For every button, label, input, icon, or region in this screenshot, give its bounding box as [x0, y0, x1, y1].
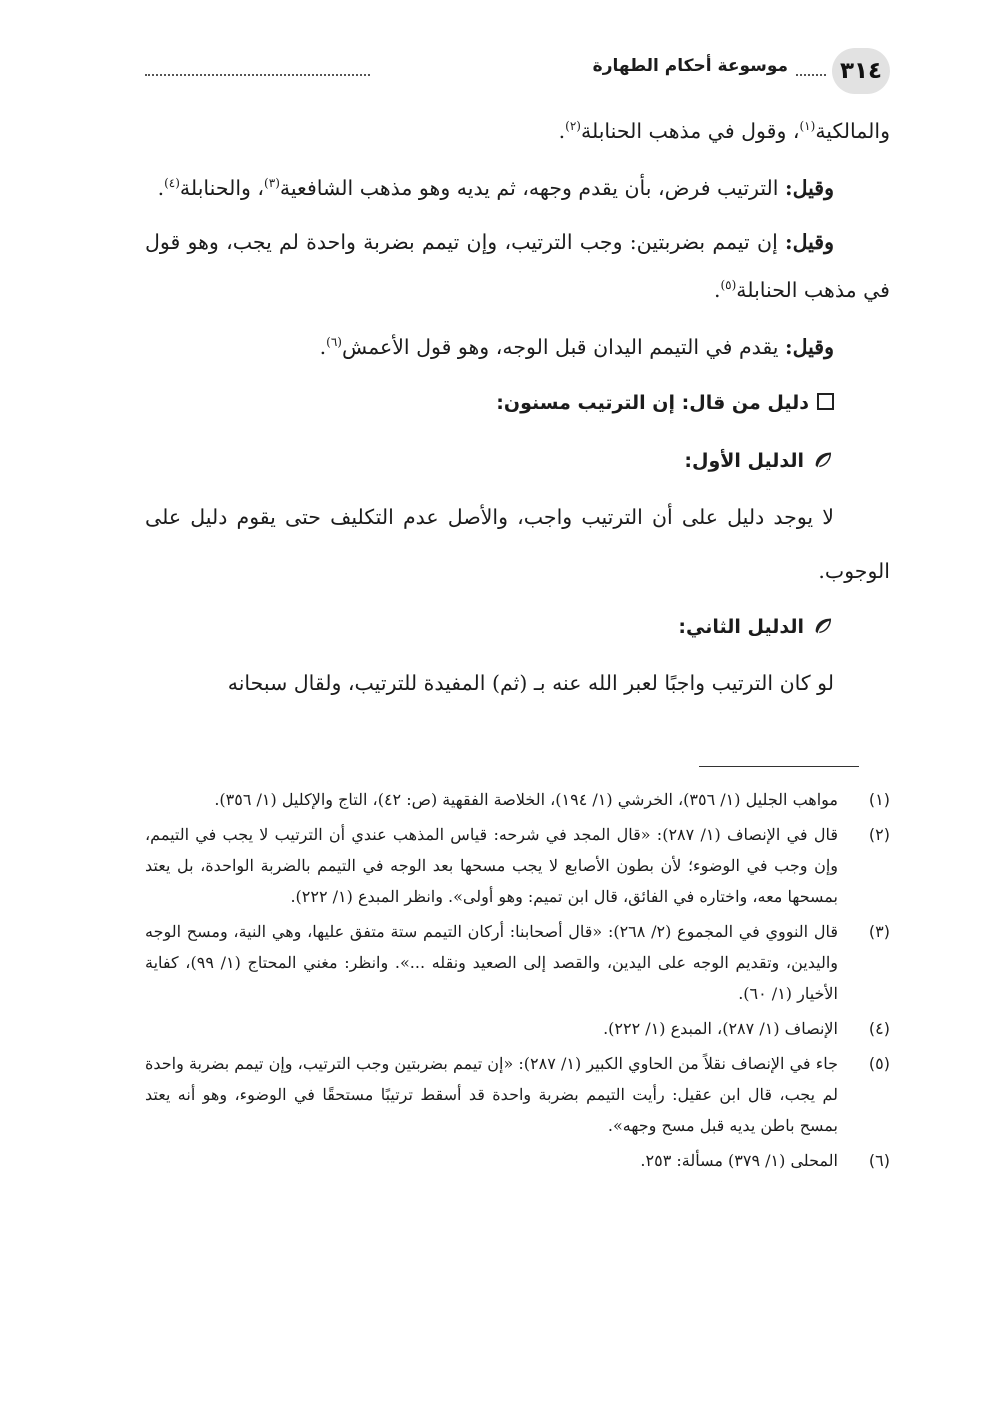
keyword-qil: وقيل:	[785, 230, 834, 254]
section-heading: دليل من قال: إن الترتيب مسنون:	[145, 374, 890, 432]
leaf-ornament-icon	[812, 449, 834, 471]
footnote-text: قال النووي في المجموع (٢/ ٢٦٨): «قال أصحابنا: أركان التيمم ستة متفق عليها، وهي النية، ومسح الوجه واليدين، وتقديم الوجه على اليدين، والقصد إلى الصعيد ونقله ...». وانظر: مغني المحتاج (١/ ٩٩)، كفاية الأخيار (١/ ٦٠).	[145, 922, 839, 1003]
footnote-number: (٦)	[868, 1151, 890, 1170]
footnotes	[145, 784, 890, 1180]
footnote-item	[145, 1013, 890, 1044]
paragraph-4: وقيل: يقدم في التيمم اليدان قبل الوجه، وهو قول الأعمش$^{(٦)}$.	[319, 335, 834, 359]
subheading-second-evidence: الدليل الثاني:	[145, 598, 890, 656]
footnote-number: (٤)	[868, 1019, 890, 1038]
footnote-number: (٣)	[868, 922, 890, 941]
footnote-number: (٥)	[868, 1054, 890, 1073]
paragraph-2: وقيل: الترتيب فرض، بأن يقدم وجهه، ثم يديه وهو مذهب الشافعية$^{(٣)}$، والحنابلة$^{(٤)}$.	[157, 176, 834, 200]
footnote-text: قال في الإنصاف (١/ ٢٨٧): «قال المجد في شرحه: قياس المذهب عندي أن الترتيب لا يجب في التيمم، وإن وجب في الوضوء؛ لأن بطون الأصابع لا يجب مسحها بعد الوجه في التيمم بالضربة الواحدة، بل يعتد بمسحها معه، واختاره في الفائق، قال ابن تميم: وهو أولى». وانظر المبدع (١/ ٢٢٢).	[145, 825, 838, 906]
footnote-number: (٢)	[868, 825, 890, 844]
header-dotted-rule-right	[796, 74, 826, 76]
footnote-text: جاء في الإنصاف نقلاً من الحاوي الكبير (١/ ٢٨٧): «إن تيمم بضربتين وجب الترتيب، وإن تيمم بضربة واحدة لم يجب، قال ابن عقيل: رأيت التيمم بضربة واحدة قد أسقط ترتيبًا مستحقًا في الوضوء، وهو أنه يعتد بمسح باطن يديه قبل مسح وجهه».	[145, 1054, 838, 1135]
footnote-item	[145, 916, 890, 1009]
paragraph-3: وقيل: إن تيمم بضربتين: وجب الترتيب، وإن تيمم بضربة واحدة لم يجب، وهو قول في مذهب الحنابلة$^{(٥)}$.	[145, 230, 890, 302]
checkbox-square-icon	[817, 393, 834, 410]
footnote-item	[145, 784, 890, 815]
footnote-number: (١)	[868, 790, 890, 809]
header-dotted-rule-left	[145, 74, 370, 76]
page-number: ٣١٤	[832, 48, 890, 94]
keyword-qil: وقيل:	[785, 335, 834, 359]
leaf-ornament-icon	[812, 615, 834, 637]
footnote-text: مواهب الجليل (١/ ٣٥٦)، الخرشي (١/ ١٩٤)، الخلاصة الفقهية (ص: ٤٢)، التاج والإكليل (١/ ٣٥٦).	[214, 790, 838, 809]
keyword-qil: وقيل:	[785, 176, 834, 200]
paragraph-6: لو كان الترتيب واجبًا لعبر الله عنه بـ (ثم) المفيدة للترتيب، ولقال سبحانه	[227, 671, 834, 695]
footnote-item	[145, 1048, 890, 1141]
main-text	[145, 104, 890, 710]
footnote-item	[145, 1145, 890, 1176]
footnote-item	[145, 819, 890, 912]
footnote-text: المحلى (١/ ٣٧٩) مسألة: ٢٥٣.	[640, 1151, 838, 1170]
footnote-ref-4[interactable]: (٤)	[164, 176, 180, 191]
paragraph-5: لا يوجد دليل على أن الترتيب واجب، والأصل عدم التكليف حتى يقوم دليل على الوجوب.	[145, 505, 890, 583]
footnote-text: الإنصاف (١/ ٢٨٧)، المبدع (١/ ٢٢٢).	[603, 1019, 838, 1038]
footnote-separator	[699, 766, 859, 767]
footnote-ref-1[interactable]: (١)	[799, 119, 816, 134]
subheading-first-evidence: الدليل الأول:	[145, 432, 890, 490]
book-title: موسوعة أحكام الطهارة	[592, 56, 788, 76]
page-header	[145, 48, 890, 96]
footnote-ref-5[interactable]: (٥)	[720, 278, 737, 293]
footnote-ref-6[interactable]: (٦)	[326, 335, 342, 350]
footnote-ref-2[interactable]: (٢)	[565, 119, 581, 134]
footnote-ref-3[interactable]: (٣)	[264, 176, 280, 191]
paragraph-1: والمالكية$^{(١)}$، وقول في مذهب الحنابلة$^{(٢)}$.	[558, 119, 890, 143]
